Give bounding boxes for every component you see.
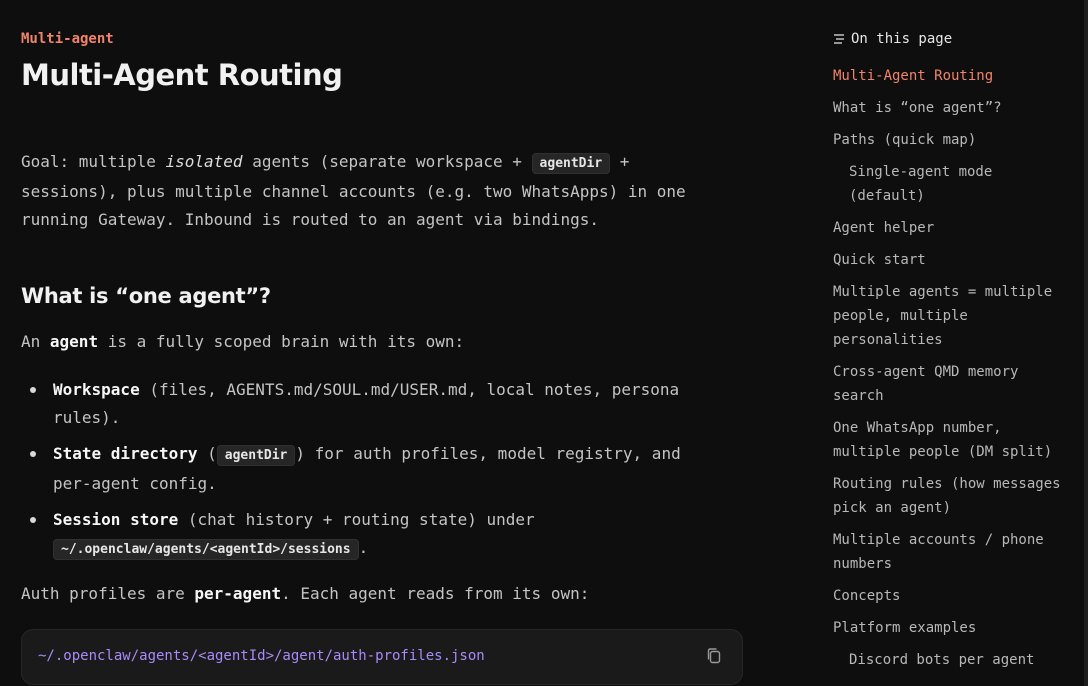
bullet-dot bbox=[30, 517, 36, 523]
intro-emphasis: isolated bbox=[165, 152, 243, 171]
toc-link-what-is-one-agent[interactable]: What is “one agent”? bbox=[833, 100, 1002, 116]
copy-icon bbox=[706, 647, 722, 665]
toc-link-multi-agent-routing[interactable]: Multi-Agent Routing bbox=[833, 68, 994, 84]
list-item bbox=[21, 506, 721, 564]
agent-text-2: is a fully scoped brain with its own: bbox=[98, 332, 465, 351]
toc-link-discord-bots[interactable]: Discord bots per agent bbox=[849, 652, 1035, 668]
inline-code: ~/.openclaw/agents/<agentId>/sessions bbox=[53, 539, 359, 560]
inline-code: agentDir bbox=[217, 445, 296, 466]
agent-features-list bbox=[21, 376, 721, 572]
intro-text-3: + sessions), plus multiple channel accounts (e.g. two WhatsApps) in one running Gateway. Inbound is routed to an agent via bindings. bbox=[21, 152, 686, 229]
bullet-dot bbox=[30, 387, 36, 393]
auth-text-2: . Each agent reads from its own: bbox=[281, 584, 590, 603]
toc-link-multiple-accounts[interactable]: Multiple accounts / phone numbers bbox=[833, 532, 1044, 572]
toc-link-one-whatsapp-number[interactable]: One WhatsApp number, multiple people (DM split) bbox=[833, 420, 1053, 460]
list-item bbox=[21, 376, 721, 432]
toc-link-platform-examples[interactable]: Platform examples bbox=[833, 620, 977, 636]
scrollbar[interactable] bbox=[1084, 0, 1088, 686]
breadcrumb[interactable]: Multi-agent bbox=[21, 31, 114, 47]
intro-text-2: agents (separate workspace + bbox=[242, 152, 532, 171]
list-item-pre: ( bbox=[197, 444, 217, 463]
toc-link-multiple-agents[interactable]: Multiple agents = multiple people, multiple personalities bbox=[833, 284, 1053, 348]
toc-link-paths[interactable]: Paths (quick map) bbox=[833, 132, 977, 148]
agent-paragraph bbox=[21, 328, 726, 356]
intro-paragraph bbox=[21, 148, 726, 234]
list-item-text: (files, AGENTS.md/SOUL.md/USER.md, local notes, persona rules). bbox=[53, 380, 680, 427]
code-block bbox=[21, 629, 743, 685]
list-item-bold: State directory bbox=[53, 444, 198, 463]
auth-paragraph bbox=[21, 580, 726, 608]
list-item-post: . bbox=[358, 538, 369, 557]
auth-text-1: Auth profiles are bbox=[21, 584, 195, 603]
toc-link-cross-agent-qmd[interactable]: Cross-agent QMD memory search bbox=[833, 364, 1019, 404]
page-title: Multi-Agent Routing bbox=[21, 58, 343, 92]
copy-button[interactable] bbox=[706, 647, 722, 665]
agent-text-1: An bbox=[21, 332, 50, 351]
list-item bbox=[21, 440, 721, 498]
toc-link-concepts[interactable]: Concepts bbox=[833, 588, 901, 604]
agent-bold: agent bbox=[49, 332, 99, 351]
inline-code: agentDir bbox=[532, 153, 611, 174]
toc-link-routing-rules[interactable]: Routing rules (how messages pick an agent) bbox=[833, 476, 1061, 516]
list-item-bold: Workspace bbox=[53, 380, 140, 399]
section-heading: What is “one agent”? bbox=[21, 284, 271, 308]
intro-text-1: Goal: multiple bbox=[21, 152, 166, 171]
list-item-text: ) for auth profiles, model registry, and per-agent config. bbox=[53, 444, 681, 493]
code-line: ~/.openclaw/agents/<agentId>/agent/auth-profiles.json bbox=[38, 648, 485, 664]
toc-heading bbox=[833, 31, 952, 47]
list-item-text: (chat history + routing state) under bbox=[178, 510, 535, 529]
list-item-bold: Session store bbox=[53, 510, 179, 529]
toc-link-quick-start[interactable]: Quick start bbox=[833, 252, 926, 268]
toc-link-single-agent-mode[interactable]: Single-agent mode (default) bbox=[849, 164, 993, 204]
toc-heading-label: On this page bbox=[851, 31, 953, 47]
list-icon bbox=[833, 33, 845, 45]
auth-bold: per-agent bbox=[194, 584, 282, 603]
toc-link-agent-helper[interactable]: Agent helper bbox=[833, 220, 935, 236]
bullet-dot bbox=[30, 451, 36, 457]
